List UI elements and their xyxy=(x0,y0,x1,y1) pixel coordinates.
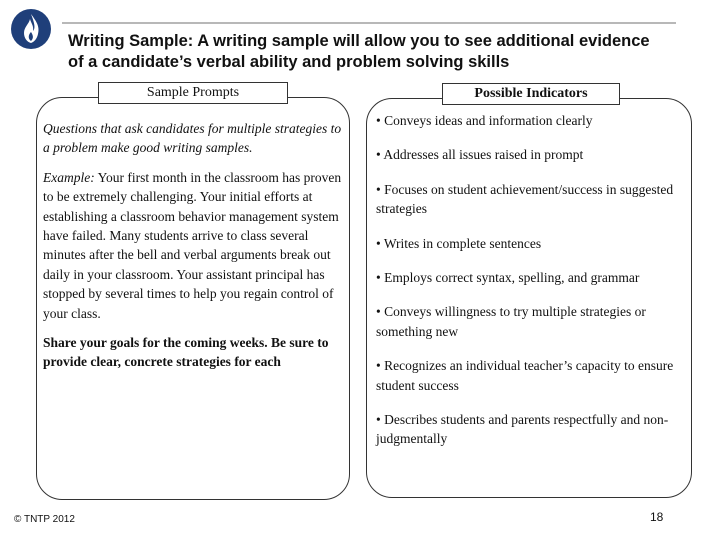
indicators-list xyxy=(376,111,688,464)
page-number: 18 xyxy=(650,510,664,524)
copyright-notice: © TNTP 2012 xyxy=(14,514,75,525)
example-prompt xyxy=(43,168,343,323)
indicator-item: • Writes in complete sentences xyxy=(376,235,542,251)
indicator-item: • Focuses on student achievement/success in suggested strategies xyxy=(376,181,674,217)
indicator-item: • Conveys ideas and information clearly xyxy=(376,113,593,128)
prompt-task: Share your goals for the coming weeks. Be sure to provide clear, concrete strategies for each xyxy=(43,335,329,370)
indicator-item: • Addresses all issues raised in prompt xyxy=(376,147,584,163)
page-title: Writing Sample: A writing sample will allow you to see additional evidence of a candidate’s verbal ability and problem solving skills xyxy=(68,32,650,71)
indicator-item: • Conveys willingness to try multiple strategies or something new xyxy=(376,304,646,339)
example-label: Example: xyxy=(43,169,95,185)
prompt-intro: Questions that ask candidates for multiple strategies to a problem make good writing samples. xyxy=(43,121,342,156)
example-text: Your first month in the classroom has proven to be extremely challenging. Your initial efforts at establishing a classroom behavior management system have failed. Many students arrive to class several minutes after the bell and verbal arguments break out daily in your classroom. Your assistant principal has stopped by several times to help you regain control of your class. xyxy=(43,169,342,321)
sample-prompts-tab: Sample Prompts xyxy=(98,82,288,104)
indicator-item: • Employs correct syntax, spelling, and grammar xyxy=(376,270,640,286)
indicator-item: • Describes students and parents respectfully and non-judgmentally xyxy=(376,412,669,447)
indicator-item: • Recognizes an individual teacher’s capacity to ensure student success xyxy=(376,358,674,393)
possible-indicators-tab: Possible Indicators xyxy=(442,83,620,105)
sample-prompts-content xyxy=(43,119,343,382)
flame-logo-icon xyxy=(10,8,52,50)
header-rule xyxy=(62,22,676,24)
